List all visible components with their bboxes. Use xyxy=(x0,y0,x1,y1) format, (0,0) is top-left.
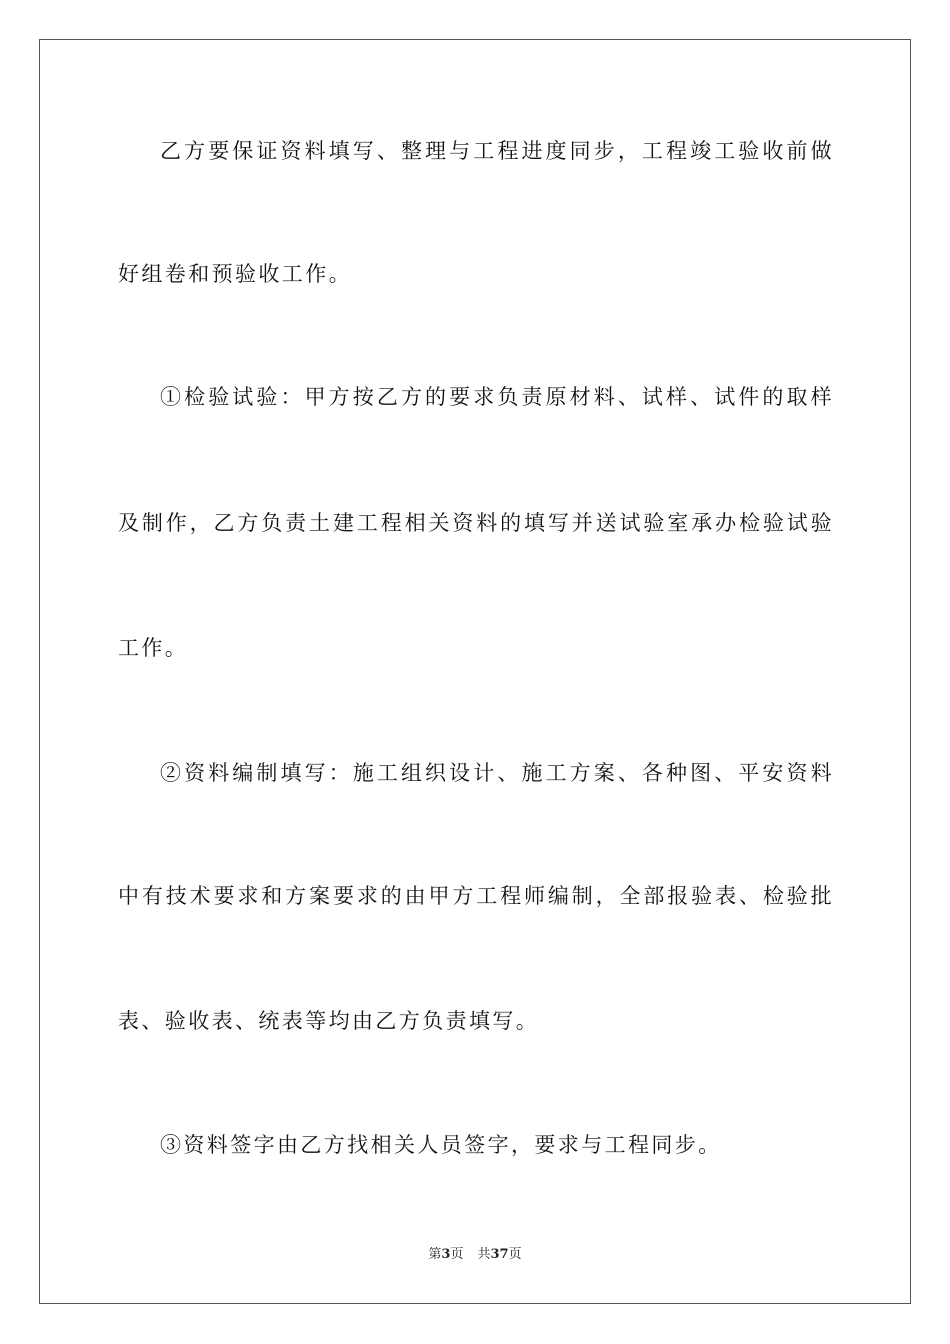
paragraph-1-line-1: 乙方要保证资料填写、整理与工程进度同步，工程竣工验收前做 xyxy=(160,139,834,163)
paragraph-2-line-1: ①检验试验：甲方按乙方的要求负责原材料、试样、试件的取样 xyxy=(160,385,834,409)
footer-total-pages: 37 xyxy=(490,1247,509,1262)
paragraph-2-line-3: 工作。 xyxy=(118,636,189,660)
footer-page-number: 3 xyxy=(441,1247,451,1262)
paragraph-3-line-1: ②资料编制填写：施工组织设计、施工方案、各种图、平安资料 xyxy=(160,761,834,785)
page-footer xyxy=(0,1246,950,1264)
paragraph-2-line-2: 及制作，乙方负责土建工程相关资料的填写并送试验室承办检验试验 xyxy=(118,511,834,535)
paragraph-1-line-2: 好组卷和预验收工作。 xyxy=(118,262,352,286)
footer-total-prefix: 共 xyxy=(477,1247,491,1262)
paragraph-3-line-3: 表、验收表、统表等均由乙方负责填写。 xyxy=(118,1009,540,1033)
footer-total-suffix: 页 xyxy=(508,1247,522,1262)
footer-page-prefix: 第 xyxy=(428,1247,442,1262)
paragraph-3-line-2: 中有技术要求和方案要求的由甲方工程师编制，全部报验表、检验批 xyxy=(118,884,834,908)
paragraph-4-line-1: ③资料签字由乙方找相关人员签字，要求与工程同步。 xyxy=(160,1133,722,1157)
page-border xyxy=(39,39,911,1304)
footer-page-suffix: 页 xyxy=(450,1247,464,1262)
